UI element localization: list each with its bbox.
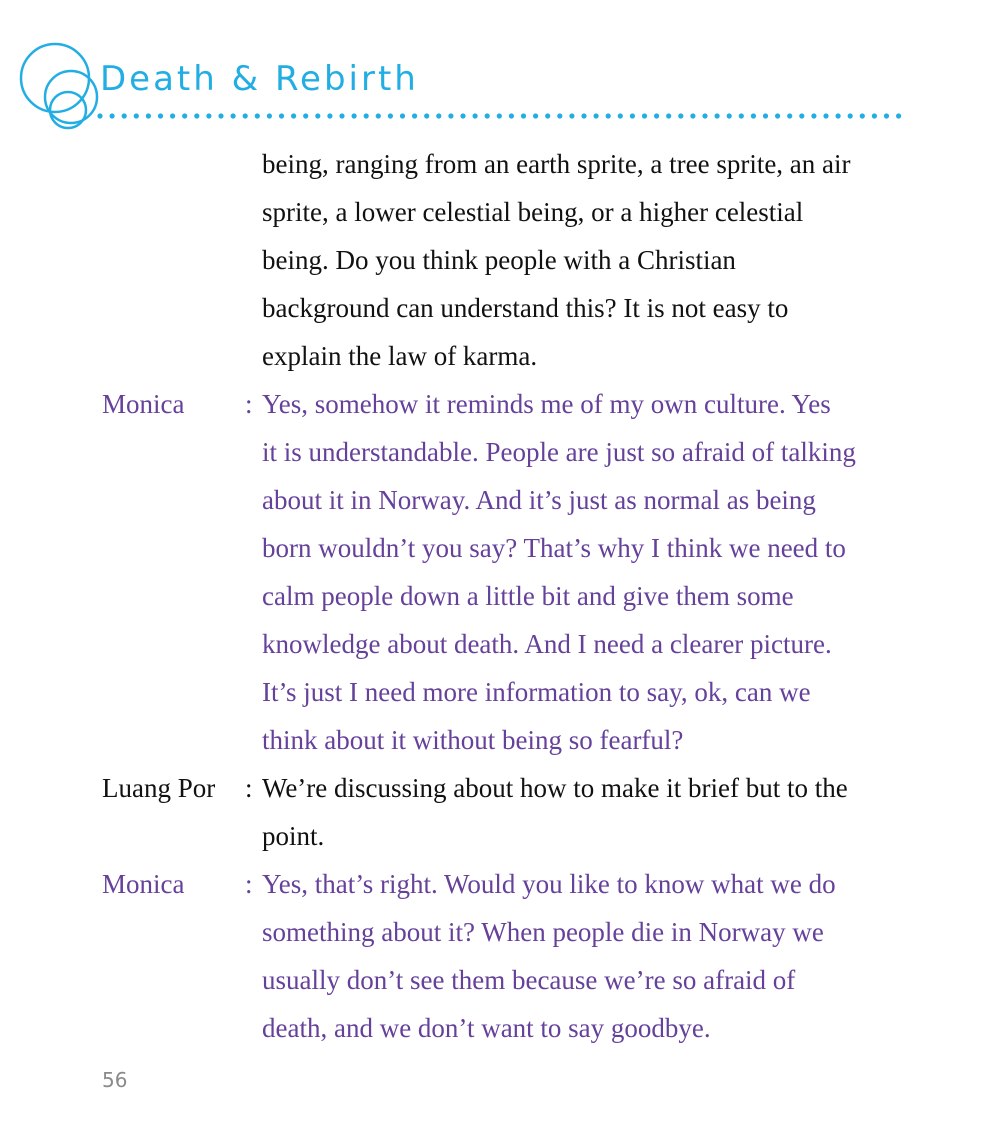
dot bbox=[630, 113, 635, 118]
text-line: about it in Norway. And it’s just as normal as being bbox=[262, 485, 816, 515]
text-line: knowledge about death. And I need a clearer picture. bbox=[262, 629, 832, 659]
dot bbox=[291, 113, 296, 118]
dot bbox=[702, 113, 707, 118]
dot bbox=[509, 113, 514, 118]
dot bbox=[884, 113, 889, 118]
dot bbox=[823, 113, 828, 118]
dot bbox=[848, 113, 853, 118]
dot bbox=[448, 113, 453, 118]
chapter-title: Death & Rebirth bbox=[100, 59, 419, 99]
dotted-rule bbox=[96, 110, 906, 122]
monica-paragraph bbox=[0, 860, 1000, 1052]
dot bbox=[678, 113, 683, 118]
dot bbox=[594, 113, 599, 118]
dot bbox=[279, 113, 284, 118]
dot bbox=[110, 113, 115, 118]
speaker-name: Monica bbox=[102, 389, 185, 419]
text-line: born wouldn’t you say? That’s why I think we need to bbox=[262, 533, 846, 563]
text-line: death, and we don’t want to say goodbye. bbox=[262, 1013, 711, 1043]
dot bbox=[896, 113, 901, 118]
dot bbox=[606, 113, 611, 118]
narration-paragraph bbox=[0, 140, 1000, 380]
dot bbox=[473, 113, 478, 118]
dot bbox=[715, 113, 720, 118]
dot bbox=[352, 113, 357, 118]
dot bbox=[303, 113, 308, 118]
dot bbox=[618, 113, 623, 118]
text-line: point. bbox=[262, 821, 325, 851]
dot bbox=[170, 113, 175, 118]
dot bbox=[569, 113, 574, 118]
text-line: It’s just I need more information to say, ok, can we bbox=[262, 677, 811, 707]
dot bbox=[775, 113, 780, 118]
dot bbox=[339, 113, 344, 118]
dot bbox=[364, 113, 369, 118]
dot bbox=[860, 113, 865, 118]
dot bbox=[485, 113, 490, 118]
text-line: calm people down a little bit and give them some bbox=[262, 581, 794, 611]
dot bbox=[460, 113, 465, 118]
dot bbox=[836, 113, 841, 118]
text-line: Yes, somehow it reminds me of my own culture. Yes bbox=[262, 389, 831, 419]
dot bbox=[182, 113, 187, 118]
text-line: usually don’t see them because we’re so afraid of bbox=[262, 965, 796, 995]
dot bbox=[581, 113, 586, 118]
dot bbox=[690, 113, 695, 118]
dot bbox=[243, 113, 248, 118]
dot bbox=[436, 113, 441, 118]
dot bbox=[739, 113, 744, 118]
dot bbox=[218, 113, 223, 118]
speaker-name: Luang Por bbox=[102, 773, 216, 803]
text-line: Yes, that’s right. Would you like to know what we do bbox=[262, 869, 836, 899]
speaker-colon: : bbox=[245, 773, 253, 803]
dot bbox=[146, 113, 151, 118]
dot bbox=[654, 113, 659, 118]
dot bbox=[134, 113, 139, 118]
dot bbox=[642, 113, 647, 118]
luang-por-paragraph bbox=[0, 764, 1000, 860]
dot bbox=[122, 113, 127, 118]
dot bbox=[315, 113, 320, 118]
text-line: explain the law of karma. bbox=[262, 341, 538, 371]
overlapping-circles-icon bbox=[10, 40, 110, 140]
dot bbox=[206, 113, 211, 118]
dot bbox=[327, 113, 332, 118]
dot bbox=[97, 113, 102, 118]
text-line: think about it without being so fearful? bbox=[262, 725, 684, 755]
dot bbox=[497, 113, 502, 118]
dot bbox=[727, 113, 732, 118]
text-line: background can understand this? It is not easy to bbox=[262, 293, 789, 323]
text-line: it is understandable. People are just so afraid of talking bbox=[262, 437, 856, 467]
page-number: 56 bbox=[102, 1068, 128, 1092]
dot bbox=[557, 113, 562, 118]
dot bbox=[376, 113, 381, 118]
dot bbox=[533, 113, 538, 118]
dot bbox=[267, 113, 272, 118]
dot bbox=[194, 113, 199, 118]
dot bbox=[158, 113, 163, 118]
speaker-colon: : bbox=[245, 869, 253, 899]
dot bbox=[811, 113, 816, 118]
text-line: We’re discussing about how to make it brief but to the bbox=[262, 773, 848, 803]
dot bbox=[787, 113, 792, 118]
dot bbox=[521, 113, 526, 118]
dot bbox=[763, 113, 768, 118]
speaker-name: Monica bbox=[102, 869, 185, 899]
dot bbox=[424, 113, 429, 118]
dot bbox=[751, 113, 756, 118]
text-line: sprite, a lower celestial being, or a higher celestial bbox=[262, 197, 804, 227]
text-line: being, ranging from an earth sprite, a tree sprite, an air bbox=[262, 149, 851, 179]
text-line: being. Do you think people with a Christian bbox=[262, 245, 736, 275]
dot bbox=[400, 113, 405, 118]
dot bbox=[872, 113, 877, 118]
dialogue-text bbox=[0, 140, 1000, 1052]
text-line: something about it? When people die in Norway we bbox=[262, 917, 824, 947]
dot bbox=[545, 113, 550, 118]
speaker-colon: : bbox=[245, 389, 253, 419]
dot bbox=[255, 113, 260, 118]
dot bbox=[412, 113, 417, 118]
dot bbox=[388, 113, 393, 118]
dot bbox=[666, 113, 671, 118]
dot bbox=[799, 113, 804, 118]
monica-paragraph bbox=[0, 380, 1000, 764]
dot bbox=[231, 113, 236, 118]
